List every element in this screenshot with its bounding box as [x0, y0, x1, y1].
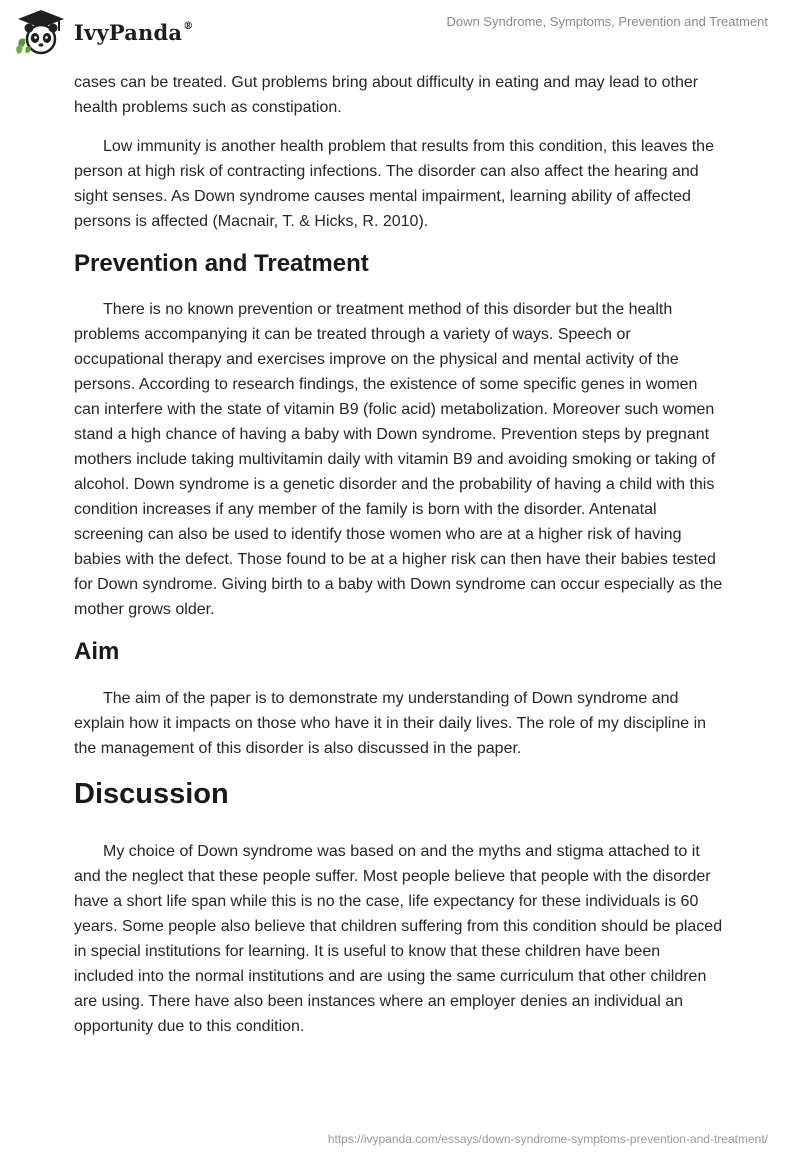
heading-discussion: Discussion: [74, 778, 229, 810]
paragraph-prevention: There is no known prevention or treatment method of this disorder but the health problems accompanying it can be treated through a variety of ways. Speech or occupational therapy and exercises improve on the physical and mental activity of the persons. According to research findings, the existence of some specific genes in women can interfere with the state of vitamin B9 (folic acid) metabolization. Moreover such women stand a high chance of having a baby with Down syndrome. Prevention steps by pregnant mothers include taking multivitamin daily with vitamin B9 and avoiding smoking or taking of alcohol. Down syndrome is a genetic disorder and the probability of having a child with this condition increases if any member of the family is born with the disorder. Antenatal screening can also be used to identify those women who are at a higher risk of having babies with the defect. Those found to be at a higher risk can then have their babies tested for Down syndrome. Giving birth to a baby with Down syndrome can occur especially as the mother grows older.: [74, 301, 723, 618]
brand-name: IvyPanda®: [74, 19, 194, 45]
paragraph-immunity: Low immunity is another health problem that results from this condition, this leaves the person at high risk of contracting infections. The disorder can also affect the hearing and sight senses. As Down syndrome causes mental impairment, learning ability of affected persons is affected (Macnair, T. & Hicks, R. 2010).: [74, 138, 714, 230]
paragraph-intro-continued: cases can be treated. Gut problems bring about difficulty in eating and may lead to other health problems such as constipation.: [74, 74, 699, 116]
heading-aim: Aim: [74, 638, 120, 665]
panda-graduate-icon: [14, 8, 68, 56]
essay-body: [74, 70, 724, 1039]
paragraph-aim: The aim of the paper is to demonstrate my understanding of Down syndrome and explain how it impacts on those who have it in their daily lives. The role of my discipline in the management of this disorder is also discussed in the paper.: [74, 690, 707, 757]
document-title: Down Syndrome, Symptoms, Prevention and Treatment: [446, 14, 768, 29]
source-url[interactable]: https://ivypanda.com/essays/down-syndrome-symptoms-prevention-and-treatment/: [327, 1132, 768, 1146]
page-header: [0, 0, 800, 62]
paragraph-discussion: My choice of Down syndrome was based on and the myths and stigma attached to it and the neglect that these people suffer. Most people believe that people with the disorder have a short life span while this is no the case, life expectancy for these individuals is 60 years. Some people also believe that children suffering from this condition should be placed in special institutions for learning. It is useful to know that these children have been included into the normal institutions and are using the same curriculum that other children are using. There have also been instances where an employer denies an individual an opportunity due to this condition.: [74, 843, 723, 1035]
heading-prevention-treatment: Prevention and Treatment: [74, 250, 369, 277]
ivypanda-logo[interactable]: [14, 8, 194, 56]
